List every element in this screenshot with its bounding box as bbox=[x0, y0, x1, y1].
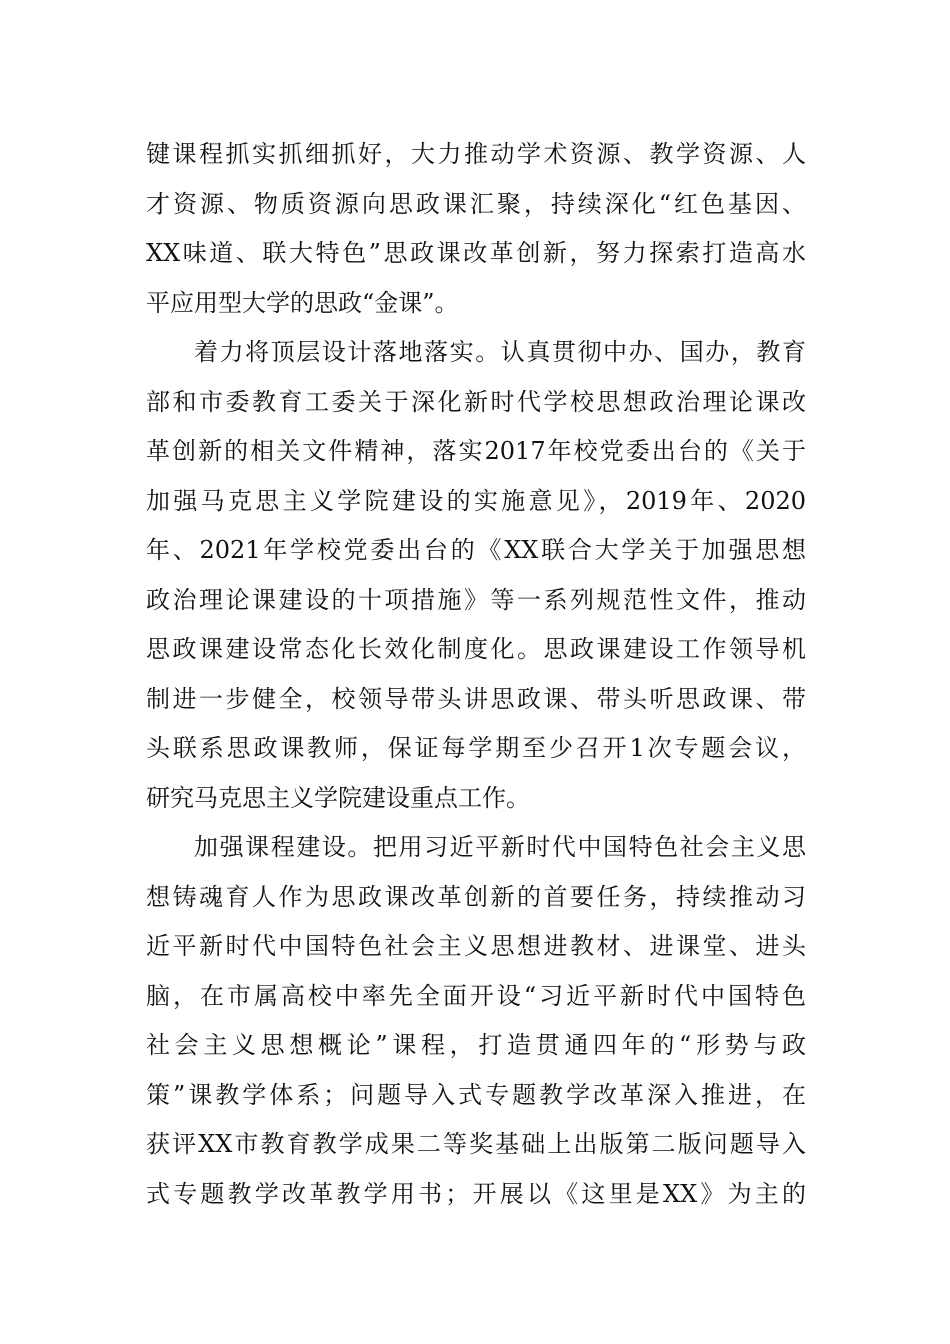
text-line: 年、2021年学校党委出台的《XX联合大学关于加强思想 bbox=[146, 536, 806, 564]
text-line: 着力将顶层设计落地落实。认真贯彻中办、国办，教育 bbox=[194, 338, 806, 366]
text-line: XX味道、联大特色”思政课改革创新，努力探索打造高水 bbox=[146, 239, 806, 267]
text-line: 研究马克思主义学院建设重点工作。 bbox=[146, 783, 530, 812]
document-body bbox=[146, 130, 806, 1219]
paragraph-2 bbox=[146, 328, 806, 823]
text-line: 才资源、物质资源向思政课汇聚，持续深化“红色基因、 bbox=[146, 189, 806, 218]
text-line: 制进一步健全，校领导带头讲思政课、带头听思政课、带 bbox=[146, 684, 806, 713]
text-line: 思政课建设常态化长效化制度化。思政课建设工作领导机 bbox=[146, 635, 806, 663]
text-line: 获评XX市教育教学成果二等奖基础上出版第二版问题导入 bbox=[146, 1130, 806, 1158]
text-line: 头联系思政课教师，保证每学期至少召开1次专题会议， bbox=[146, 734, 806, 762]
text-line: 革创新的相关文件精神，落实2017年校党委出台的《关于 bbox=[146, 437, 806, 465]
text-line: 加强马克思主义学院建设的实施意见》，2019年、2020 bbox=[146, 486, 806, 515]
text-line: 平应用型大学的思政“金课”。 bbox=[146, 288, 459, 317]
text-line: 式专题教学改革教学用书；开展以《这里是XX》为主的 bbox=[146, 1179, 806, 1208]
text-line: 社会主义思想概论”课程，打造贯通四年的“形势与政 bbox=[146, 1031, 806, 1059]
text-line: 策”课教学体系；问题导入式专题教学改革深入推进，在 bbox=[146, 1080, 806, 1109]
text-line: 部和市委教育工委关于深化新时代学校思想政治理论课改 bbox=[146, 387, 806, 416]
paragraph-3 bbox=[146, 823, 806, 1219]
text-line: 键课程抓实抓细抓好，大力推动学术资源、教学资源、人 bbox=[146, 140, 806, 168]
text-line: 想铸魂育人作为思政课改革创新的首要任务，持续推动习 bbox=[146, 882, 806, 911]
text-line: 脑，在市属高校中率先全面开设“习近平新时代中国特色 bbox=[146, 981, 806, 1010]
paragraph-1 bbox=[146, 130, 806, 328]
text-line: 加强课程建设。把用习近平新时代中国特色社会主义思 bbox=[194, 833, 806, 861]
text-line: 近平新时代中国特色社会主义思想进教材、进课堂、进头 bbox=[146, 932, 806, 960]
text-line: 政治理论课建设的十项措施》等一系列规范性文件，推动 bbox=[146, 585, 806, 614]
